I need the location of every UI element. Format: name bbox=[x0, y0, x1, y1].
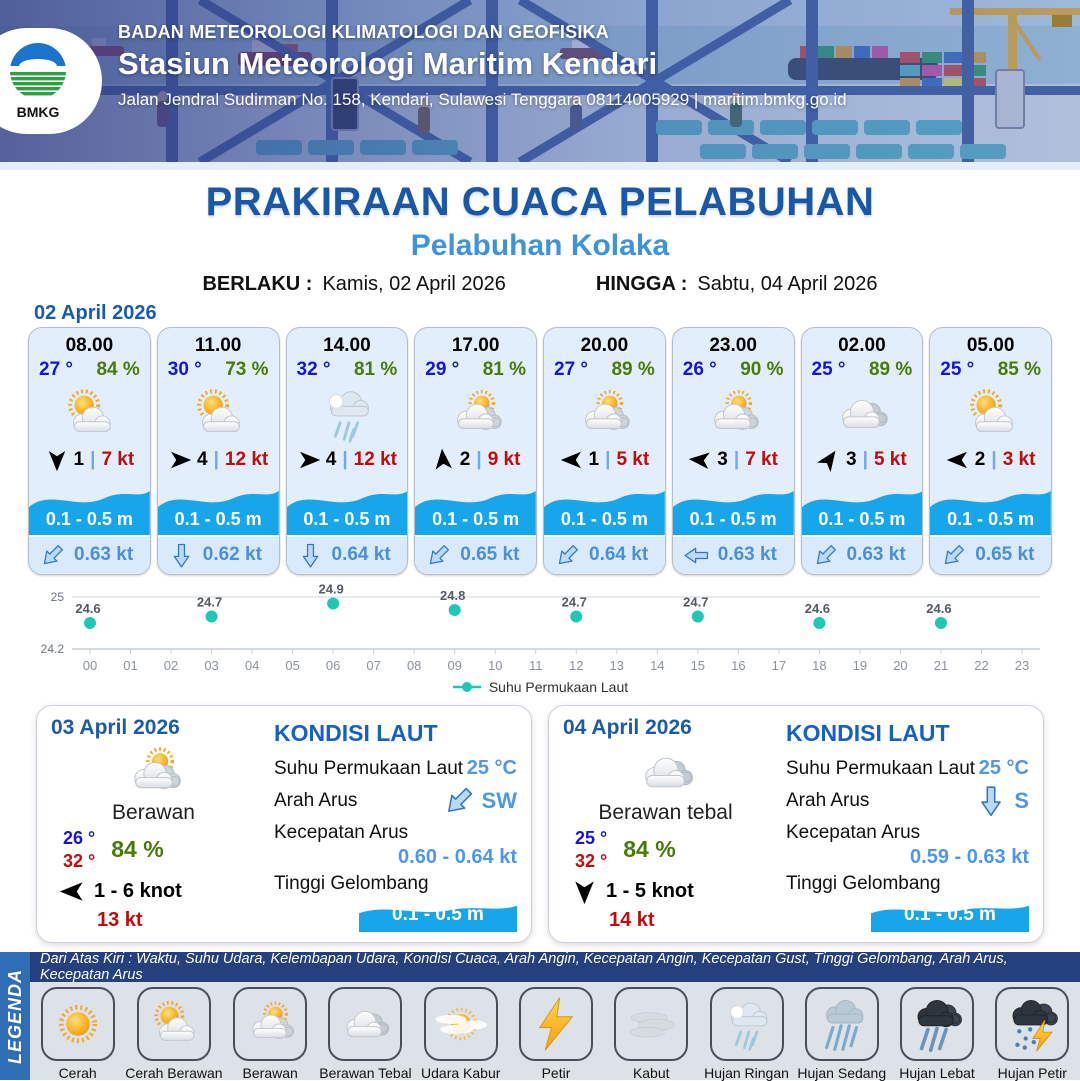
legend-weather-icon bbox=[145, 995, 203, 1053]
wind-direction-value: 2 bbox=[974, 449, 986, 470]
wave-height-label: Tinggi Gelombang bbox=[274, 873, 429, 894]
chart-point bbox=[813, 617, 825, 629]
header-divider bbox=[0, 162, 1080, 170]
current-direction-value: SW bbox=[481, 788, 517, 813]
svg-text:06: 06 bbox=[325, 658, 341, 673]
wind-speed: 9 kt bbox=[487, 449, 521, 470]
current-speed: 0.63 kt bbox=[846, 544, 906, 565]
current-speed: 0.65 kt bbox=[975, 544, 1035, 565]
svg-text:01: 01 bbox=[123, 658, 138, 673]
svg-text:24.9: 24.9 bbox=[318, 583, 344, 597]
wind-range: 1 - 6 knot bbox=[94, 880, 182, 902]
svg-text:17: 17 bbox=[771, 658, 787, 673]
weather-icon bbox=[316, 383, 378, 445]
legend-item-label: Berawan bbox=[242, 1065, 298, 1081]
current-row bbox=[544, 535, 665, 573]
wave-height-value: 0.1 - 0.5 m bbox=[947, 509, 1035, 529]
current-direction-icon bbox=[435, 777, 483, 825]
svg-text:24.7: 24.7 bbox=[683, 594, 709, 610]
berlaku-label: BERLAKU : bbox=[202, 273, 313, 295]
forecast-card bbox=[543, 327, 666, 575]
svg-text:19: 19 bbox=[852, 658, 868, 673]
forecast-card bbox=[414, 327, 537, 575]
current-row bbox=[673, 535, 794, 573]
sst-label: Suhu Permukaan Laut bbox=[274, 757, 464, 779]
current-direction-icon bbox=[935, 536, 973, 574]
legend-strip bbox=[0, 952, 30, 1080]
wind-direction-icon bbox=[45, 448, 69, 472]
wave-height-value: 0.1 - 0.5 m bbox=[303, 509, 391, 529]
forecast-time: 20.00 bbox=[580, 335, 629, 356]
legend-item-label: Cerah Berawan bbox=[125, 1065, 223, 1081]
temp-max: 32 ° bbox=[575, 850, 608, 871]
air-temperature: 30 ° bbox=[167, 359, 202, 380]
legend-icon-box bbox=[614, 987, 688, 1061]
legend-strip-label: LEGENDA bbox=[4, 968, 25, 1064]
legend-weather-icon bbox=[336, 995, 394, 1053]
wind-row bbox=[158, 445, 279, 475]
legend-icon-box bbox=[900, 987, 974, 1061]
wave-height-band bbox=[673, 479, 794, 535]
org-name: BADAN METEOROLOGI KLIMATOLOGI DAN GEOFISIKA bbox=[118, 22, 609, 42]
current-speed: 0.63 kt bbox=[74, 544, 134, 565]
legend-item bbox=[125, 987, 222, 1081]
svg-text:22: 22 bbox=[974, 658, 989, 673]
wind-direction-icon bbox=[946, 448, 970, 472]
humidity: 84 % bbox=[96, 359, 140, 380]
forecast-time: 17.00 bbox=[451, 335, 500, 356]
wind-direction-value: 4 bbox=[325, 449, 337, 470]
svg-text:24.6: 24.6 bbox=[75, 601, 101, 616]
legend-section bbox=[0, 952, 1080, 1080]
wave-height-band bbox=[544, 479, 665, 535]
weather-condition: Berawan bbox=[112, 801, 195, 824]
legend-weather-icon bbox=[1003, 995, 1061, 1053]
chart-point bbox=[935, 617, 947, 629]
forecast-time: 11.00 bbox=[194, 335, 242, 356]
wind-direction-icon bbox=[430, 447, 456, 473]
legend-item bbox=[508, 987, 603, 1081]
weather-icon bbox=[623, 740, 709, 805]
weather-icon bbox=[831, 383, 893, 445]
wind-row bbox=[802, 445, 923, 475]
forecast-card bbox=[672, 327, 795, 575]
wind-direction-value: 1 bbox=[588, 449, 600, 470]
wave-height-value: 0.1 - 0.5 m bbox=[174, 509, 262, 529]
current-row bbox=[930, 535, 1051, 573]
day-date: 03 April 2026 bbox=[51, 716, 180, 739]
svg-text:16: 16 bbox=[731, 658, 746, 673]
wind-row bbox=[544, 445, 665, 475]
svg-text:20: 20 bbox=[893, 658, 908, 673]
svg-text:07: 07 bbox=[366, 658, 381, 673]
air-temperature: 27 ° bbox=[554, 359, 589, 380]
wind-separator: | bbox=[213, 449, 219, 470]
chart-point bbox=[692, 611, 704, 623]
humidity: 89 % bbox=[868, 359, 913, 380]
chart-point bbox=[449, 604, 461, 616]
weather-icon bbox=[187, 383, 249, 445]
air-temperature: 32 ° bbox=[296, 359, 331, 380]
sst-value: 25 °C bbox=[978, 757, 1029, 779]
svg-text:14: 14 bbox=[650, 658, 665, 673]
forecast-card bbox=[801, 327, 924, 575]
wind-row bbox=[415, 445, 536, 475]
temp-max: 32 ° bbox=[63, 850, 96, 871]
svg-text:15: 15 bbox=[690, 658, 706, 673]
wind-direction-icon bbox=[571, 878, 598, 905]
legend-item bbox=[889, 987, 984, 1081]
sst-value: 25 °C bbox=[466, 757, 517, 779]
legend-icon-box bbox=[710, 987, 784, 1061]
legend-weather-icon bbox=[622, 995, 680, 1053]
svg-text:10: 10 bbox=[487, 658, 503, 673]
wave-height-band bbox=[158, 479, 279, 535]
humidity: 81 % bbox=[482, 359, 526, 380]
wind-direction-value: 2 bbox=[459, 449, 471, 470]
wind-direction-icon bbox=[168, 448, 192, 472]
legend-icon-box bbox=[233, 987, 307, 1061]
current-direction-icon bbox=[33, 536, 71, 574]
hingga-value: Sabtu, 04 April 2026 bbox=[697, 273, 878, 295]
legend-icon-box bbox=[995, 987, 1069, 1061]
svg-text:24.7: 24.7 bbox=[196, 594, 223, 610]
svg-text:21: 21 bbox=[933, 658, 949, 673]
wind-speed: 5 kt bbox=[616, 449, 650, 470]
wave-height-value: 0.1 - 0.5 m bbox=[432, 509, 520, 529]
legend-item bbox=[699, 987, 794, 1081]
humidity: 90 % bbox=[740, 359, 784, 380]
current-speed: 0.63 kt bbox=[717, 544, 777, 565]
legend-item bbox=[30, 987, 125, 1081]
sst-chart bbox=[20, 583, 1060, 695]
page-title: PRAKIRAAN CUACA PELABUHAN bbox=[205, 180, 875, 224]
wind-separator: | bbox=[733, 449, 740, 470]
legend-item bbox=[604, 987, 699, 1081]
wind-row bbox=[673, 445, 794, 475]
svg-text:02: 02 bbox=[163, 658, 179, 673]
legend-item bbox=[223, 987, 318, 1081]
legend-icon-box bbox=[519, 987, 593, 1061]
legend-icon-box bbox=[137, 987, 211, 1061]
current-row bbox=[29, 535, 150, 573]
air-temperature: 25 ° bbox=[940, 359, 975, 380]
legend-item-label: Berawan Tebal bbox=[319, 1065, 412, 1081]
air-temperature: 29 ° bbox=[425, 359, 460, 380]
wind-row bbox=[29, 445, 150, 475]
legend-item bbox=[318, 987, 413, 1081]
day-summary-row bbox=[36, 705, 1044, 943]
weather-icon bbox=[111, 740, 197, 805]
weather-condition: Berawan tebal bbox=[598, 801, 733, 824]
legend-weather-icon bbox=[527, 995, 585, 1053]
wave-height-band bbox=[287, 479, 408, 535]
wind-separator: | bbox=[342, 449, 348, 470]
port-name: Pelabuhan Kolaka bbox=[410, 229, 670, 262]
wave-height-value: 0.1 - 0.5 m bbox=[560, 509, 648, 529]
humidity: 73 % bbox=[225, 359, 269, 380]
svg-text:24.6: 24.6 bbox=[926, 601, 952, 616]
legend-weather-icon bbox=[718, 995, 776, 1053]
legend-marker-icon bbox=[452, 681, 482, 693]
humidity: 81 % bbox=[353, 359, 398, 380]
day-summary-card bbox=[36, 705, 532, 943]
forecast-time: 05.00 bbox=[966, 335, 1015, 356]
title-block bbox=[0, 170, 1080, 296]
forecast-time: 23.00 bbox=[709, 335, 757, 356]
svg-text:08: 08 bbox=[406, 658, 422, 673]
current-direction-icon bbox=[168, 542, 195, 569]
legend-item-label: Hujan Ringan bbox=[704, 1065, 789, 1081]
current-speed: 0.64 kt bbox=[331, 544, 391, 565]
hingga-label: HINGGA : bbox=[595, 273, 688, 295]
forecast-time: 14.00 bbox=[323, 335, 371, 356]
current-direction-label: Arah Arus bbox=[274, 790, 358, 811]
forecast-date: 02 April 2026 bbox=[34, 302, 157, 324]
wave-height-value: 0.1 - 0.5 m bbox=[45, 509, 133, 529]
gust-speed: 14 kt bbox=[609, 909, 655, 931]
wave-height-badge bbox=[359, 899, 517, 932]
wind-direction-icon bbox=[687, 447, 713, 473]
legend-item-label: Udara Kabur bbox=[421, 1065, 501, 1081]
current-row bbox=[802, 535, 923, 573]
wave-height-value: 0.1 - 0.5 m bbox=[392, 904, 484, 925]
air-temperature: 25 ° bbox=[811, 359, 846, 380]
wave-height-value: 0.1 - 0.5 m bbox=[689, 509, 777, 529]
legend-weather-icon bbox=[432, 995, 490, 1053]
current-row bbox=[158, 535, 279, 573]
wind-speed: 5 kt bbox=[873, 449, 907, 470]
current-row bbox=[287, 535, 408, 573]
current-speed-value: 0.59 - 0.63 kt bbox=[910, 846, 1029, 868]
wind-speed: 12 kt bbox=[353, 449, 397, 470]
wind-direction-icon bbox=[59, 878, 86, 905]
wind-speed: 3 kt bbox=[1002, 449, 1036, 470]
sea-condition-title: KONDISI LAUT bbox=[786, 720, 950, 746]
humidity: 89 % bbox=[611, 359, 655, 380]
svg-text:BMKG: BMKG bbox=[16, 104, 60, 120]
legend-item bbox=[985, 987, 1080, 1081]
current-direction-icon bbox=[806, 536, 844, 574]
wind-separator: | bbox=[605, 449, 611, 470]
air-temperature: 26 ° bbox=[682, 359, 717, 380]
sst-chart-plot bbox=[20, 583, 1060, 679]
gust-speed: 13 kt bbox=[97, 909, 143, 931]
legend-icon-box bbox=[328, 987, 402, 1061]
legend-item-label: Petir bbox=[541, 1065, 571, 1081]
wind-speed: 7 kt bbox=[745, 449, 778, 470]
legend-item-label: Kabut bbox=[632, 1065, 670, 1081]
chart-point bbox=[206, 611, 218, 623]
current-row bbox=[415, 535, 536, 573]
svg-text:24.2: 24.2 bbox=[40, 642, 64, 656]
wind-direction-icon bbox=[297, 448, 321, 472]
legend-weather-icon bbox=[908, 995, 966, 1053]
svg-text:24.7: 24.7 bbox=[561, 594, 587, 610]
wave-height-band bbox=[415, 479, 536, 535]
wave-height-band bbox=[930, 479, 1051, 535]
wind-separator: | bbox=[991, 449, 997, 470]
wind-row bbox=[930, 445, 1051, 475]
legend-item bbox=[794, 987, 889, 1081]
svg-text:09: 09 bbox=[447, 658, 462, 673]
forecast-cards-row bbox=[28, 327, 1052, 575]
forecast-card bbox=[28, 327, 151, 575]
wind-direction-icon bbox=[560, 448, 584, 472]
legend-icon-box bbox=[424, 987, 498, 1061]
sea-condition-title: KONDISI LAUT bbox=[274, 720, 438, 746]
chart-point bbox=[570, 611, 582, 623]
temp-min: 26 ° bbox=[63, 828, 96, 848]
current-speed-label: Kecepatan Arus bbox=[786, 822, 921, 843]
legend-item bbox=[413, 987, 508, 1081]
wind-speed: 7 kt bbox=[101, 449, 135, 470]
wave-height-value: 0.1 - 0.5 m bbox=[818, 509, 906, 529]
current-speed-label: Kecepatan Arus bbox=[274, 822, 409, 843]
weather-icon bbox=[702, 383, 764, 445]
weather-icon bbox=[960, 383, 1022, 445]
current-speed: 0.64 kt bbox=[589, 544, 649, 565]
header bbox=[0, 0, 1080, 162]
wave-height-label: Tinggi Gelombang bbox=[786, 873, 941, 894]
svg-text:13: 13 bbox=[609, 658, 625, 673]
humidity: 84 % bbox=[623, 836, 676, 862]
legend-item-label: Hujan Lebat bbox=[899, 1065, 975, 1081]
sst-label: Suhu Permukaan Laut bbox=[786, 757, 976, 779]
legend-weather-icon bbox=[49, 995, 107, 1053]
station-name: Stasiun Meteorologi Maritim Kendari bbox=[118, 46, 658, 81]
wave-height-badge bbox=[871, 899, 1029, 932]
bmkg-logo bbox=[0, 28, 102, 134]
legend-weather-icon bbox=[241, 995, 299, 1053]
legend-icon-box bbox=[805, 987, 879, 1061]
svg-text:04: 04 bbox=[244, 658, 260, 673]
wind-separator: | bbox=[862, 449, 868, 470]
temp-min: 25 ° bbox=[575, 828, 608, 848]
wind-direction-value: 4 bbox=[197, 449, 208, 470]
svg-text:23: 23 bbox=[1014, 658, 1030, 673]
wind-row bbox=[287, 445, 408, 475]
svg-text:18: 18 bbox=[812, 658, 827, 673]
wave-height-value: 0.1 - 0.5 m bbox=[904, 904, 996, 925]
wind-direction-icon bbox=[812, 443, 845, 476]
humidity: 84 % bbox=[111, 836, 164, 862]
legend-item-label: Cerah bbox=[58, 1065, 97, 1081]
legend-item-label: Hujan Sedang bbox=[797, 1065, 887, 1081]
wind-separator: | bbox=[90, 449, 96, 470]
svg-text:24.8: 24.8 bbox=[440, 588, 466, 603]
current-direction-icon bbox=[420, 536, 458, 574]
humidity: 85 % bbox=[997, 359, 1041, 380]
legend-items-row bbox=[30, 982, 1080, 1081]
svg-text:03: 03 bbox=[204, 658, 219, 673]
wind-separator: | bbox=[476, 449, 482, 470]
wind-direction-value: 3 bbox=[717, 449, 728, 470]
weather-icon bbox=[445, 383, 507, 445]
current-direction-icon bbox=[548, 536, 586, 574]
wind-range: 1 - 5 knot bbox=[606, 880, 694, 902]
svg-text:25: 25 bbox=[50, 590, 64, 604]
svg-text:05: 05 bbox=[285, 658, 300, 673]
wind-direction-value: 1 bbox=[73, 449, 85, 470]
legend-note: Dari Atas Kiri : Waktu, Suhu Udara, Kelembapan Udara, Kondisi Cuaca, Arah Angin, Kecepatan Angin, Kecepatan Gust, Tinggi Gelombang, Arah Arus, Kecepatan Arus bbox=[30, 952, 1080, 982]
day-date: 04 April 2026 bbox=[563, 716, 692, 739]
weather-icon bbox=[573, 383, 635, 445]
chart-point bbox=[84, 617, 96, 629]
wave-height-band bbox=[29, 479, 150, 535]
legend-weather-icon bbox=[813, 995, 871, 1053]
wave-height-band bbox=[802, 479, 923, 535]
chart-legend bbox=[20, 679, 1060, 695]
forecast-card bbox=[929, 327, 1052, 575]
air-temperature: 27 ° bbox=[39, 359, 74, 380]
current-direction-icon bbox=[974, 784, 1008, 818]
validity-row bbox=[0, 273, 1080, 296]
chart-point bbox=[327, 598, 339, 610]
svg-text:12: 12 bbox=[569, 658, 584, 673]
current-direction-label: Arah Arus bbox=[786, 790, 870, 811]
station-address: Jalan Jendral Sudirman No. 158, Kendari, Sulawesi Tenggara 08114005929 | maritim.bmkg.go.id bbox=[118, 90, 847, 109]
svg-text:24.6: 24.6 bbox=[804, 601, 831, 616]
forecast-card bbox=[157, 327, 280, 575]
legend-item-label: Hujan Petir bbox=[997, 1065, 1067, 1081]
legend-icon-box bbox=[41, 987, 115, 1061]
berlaku-value: Kamis, 02 April 2026 bbox=[322, 273, 506, 295]
chart-legend-label: Suhu Permukaan Laut bbox=[488, 679, 629, 695]
current-speed: 0.65 kt bbox=[460, 544, 520, 565]
forecast-card bbox=[286, 327, 409, 575]
wind-speed: 12 kt bbox=[224, 449, 269, 470]
forecast-time: 02.00 bbox=[838, 335, 886, 356]
current-direction-value: S bbox=[1014, 788, 1029, 813]
svg-text:00: 00 bbox=[82, 658, 98, 673]
current-direction-icon bbox=[297, 542, 324, 569]
forecast-time: 08.00 bbox=[65, 335, 114, 356]
wind-direction-value: 3 bbox=[846, 449, 857, 470]
current-direction-icon bbox=[683, 542, 710, 569]
day-summary-card bbox=[548, 705, 1044, 943]
bmkg-emblem-icon bbox=[3, 39, 73, 123]
current-speed-value: 0.60 - 0.64 kt bbox=[398, 846, 517, 868]
current-speed: 0.62 kt bbox=[202, 544, 262, 565]
weather-icon bbox=[58, 383, 120, 445]
svg-text:11: 11 bbox=[528, 658, 543, 673]
